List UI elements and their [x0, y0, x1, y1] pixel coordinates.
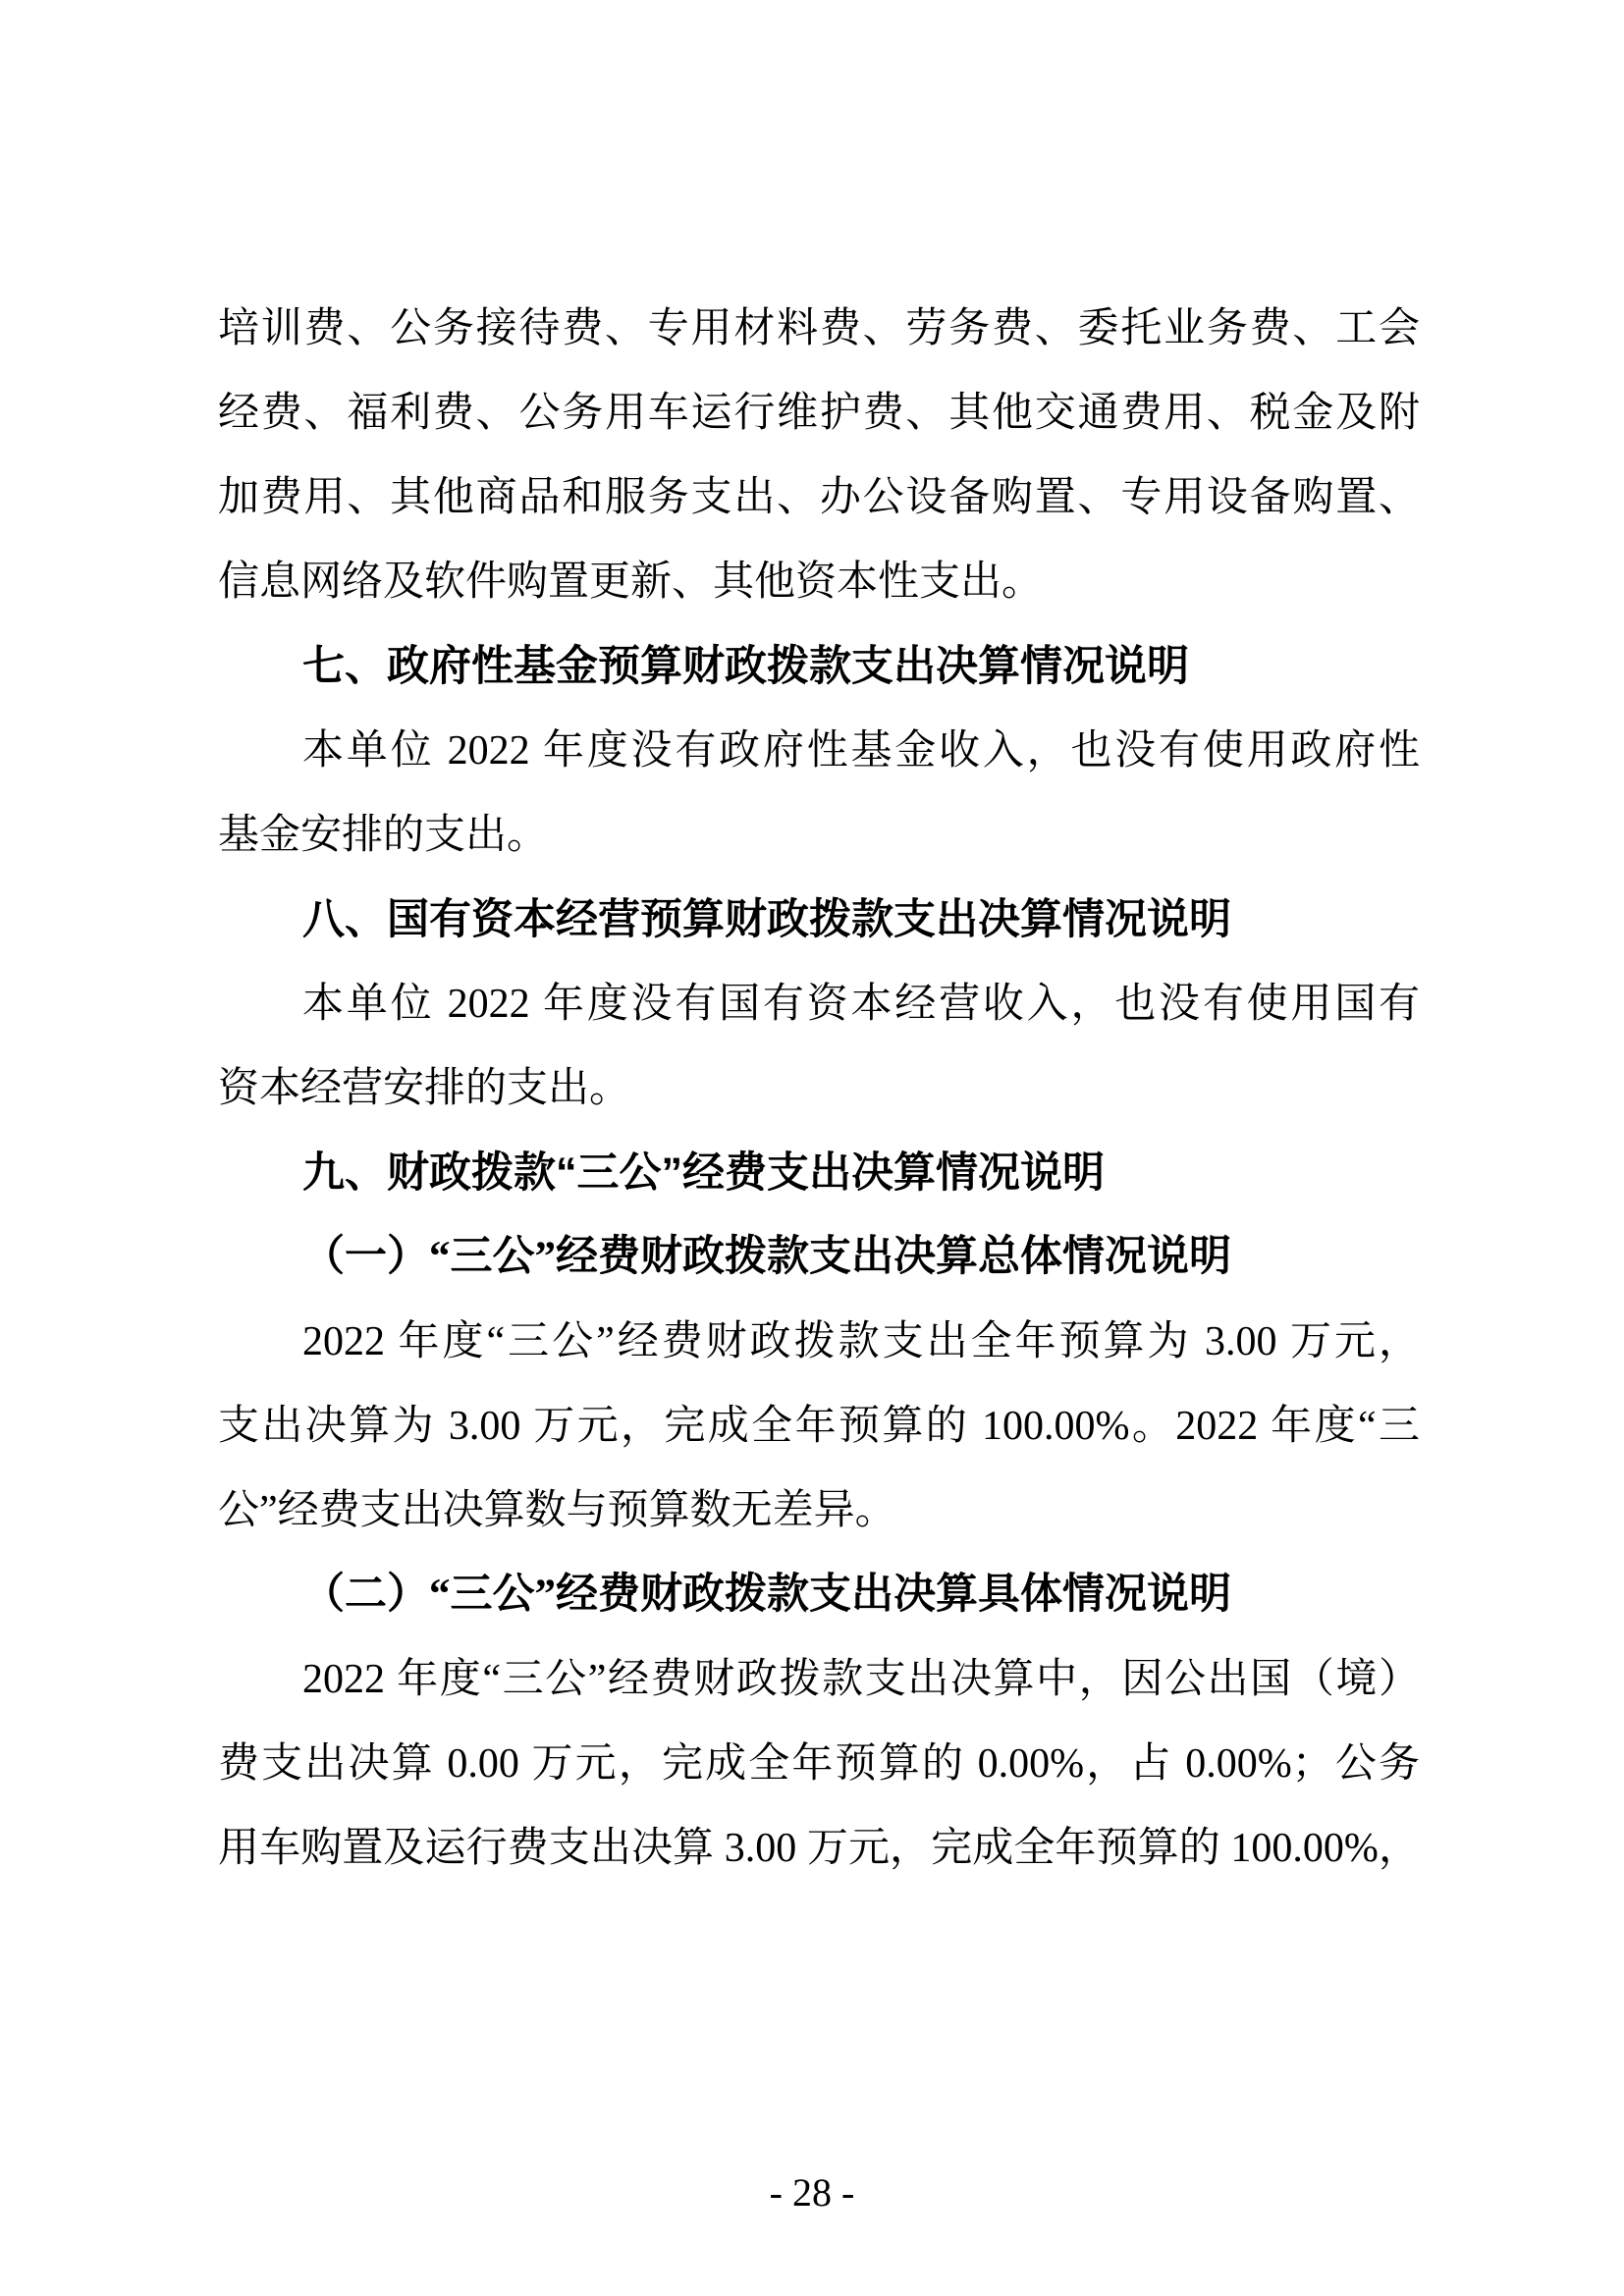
subsection-heading-2: （二）“三公”经费财政拨款支出决算具体情况说明 — [302, 1572, 1231, 1618]
paragraph-line: 2022 年度“三公”经费财政拨款支出决算中，因公出国（境） — [302, 1657, 1420, 1702]
subsection-heading-1: （一）“三公”经费财政拨款支出决算总体情况说明 — [302, 1234, 1231, 1280]
paragraph-line: 公”经费支出决算数与预算数无差异。 — [218, 1488, 896, 1533]
section-heading-7: 七、政府性基金预算财政拨款支出决算情况说明 — [302, 643, 1189, 690]
paragraph-line: 加费用、其他商品和服务支出、办公设备购置、专用设备购置、 — [218, 475, 1420, 520]
paragraph-line: 基金安排的支出。 — [218, 813, 549, 858]
paragraph-line: 资本经营安排的支出。 — [218, 1066, 631, 1111]
paragraph-line: 支出决算为 3.00 万元，完成全年预算的 100.00%。2022 年度“三 — [218, 1404, 1420, 1449]
paragraph-line: 费支出决算 0.00 万元，完成全年预算的 0.00%，占 0.00%；公务 — [218, 1741, 1420, 1787]
page-number: - 28 - — [769, 2170, 855, 2215]
paragraph-line: 本单位 2022 年度没有政府性基金收入，也没有使用政府性 — [302, 728, 1420, 774]
paragraph-line: 2022 年度“三公”经费财政拨款支出全年预算为 3.00 万元， — [302, 1319, 1420, 1364]
document-body — [218, 287, 1420, 1891]
paragraph-line: 本单位 2022 年度没有国有资本经营收入，也没有使用国有 — [302, 982, 1420, 1027]
section-heading-8: 八、国有资本经营预算财政拨款支出决算情况说明 — [302, 896, 1231, 943]
section-heading-9: 九、财政拨款“三公”经费支出决算情况说明 — [302, 1149, 1105, 1197]
paragraph-line: 用车购置及运行费支出决算 3.00 万元，完成全年预算的 100.00%， — [218, 1826, 1420, 1871]
paragraph-line: 信息网络及软件购置更新、其他资本性支出。 — [218, 560, 1044, 605]
paragraph-line: 经费、福利费、公务用车运行维护费、其他交通费用、税金及附 — [218, 391, 1420, 436]
paragraph-line: 培训费、公务接待费、专用材料费、劳务费、委托业务费、工会 — [218, 306, 1420, 351]
